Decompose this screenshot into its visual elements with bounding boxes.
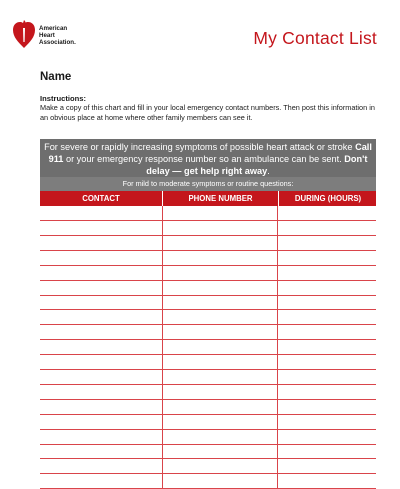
table-row-line <box>40 414 376 415</box>
emergency-banner <box>40 139 376 177</box>
logo-text <box>39 25 76 47</box>
logo-line-3: Association. <box>39 39 76 47</box>
table-row-line <box>40 458 376 459</box>
table-row-line <box>40 354 376 355</box>
column-header-contact: CONTACT <box>82 194 120 203</box>
instructions-heading: Instructions: <box>40 94 86 103</box>
table-row-line <box>40 384 376 385</box>
banner-text-2: or your emergency response number so an ambulance can be sent. <box>63 154 345 164</box>
logo-line-1: American <box>39 25 68 32</box>
table-row-line <box>40 265 376 266</box>
table-row-line <box>40 309 376 310</box>
table-row-line <box>40 339 376 340</box>
column-divider-2 <box>277 206 278 489</box>
logo-line-2: Heart <box>39 32 55 40</box>
table-row-line <box>40 250 376 251</box>
heart-torch-icon <box>12 19 36 49</box>
banner-dont-delay: Don't delay — get help right away <box>146 154 368 176</box>
table-row-line <box>40 399 376 400</box>
table-row-line <box>40 280 376 281</box>
table-row-line <box>40 369 376 370</box>
page-title: My Contact List <box>253 28 377 48</box>
banner-text-3: . <box>267 166 270 176</box>
banner-call-911: Call 911 <box>48 142 372 164</box>
banner-text-1: For severe or rapidly increasing symptoms of possible heart attack or stroke <box>44 142 356 152</box>
table-row-line <box>40 473 376 474</box>
mild-symptoms-bar: For mild to moderate symptoms or routine questions: <box>40 177 376 191</box>
table-row-line <box>40 324 376 325</box>
column-divider-1 <box>162 206 163 489</box>
column-header-phone-number: PHONE NUMBER <box>162 191 278 206</box>
column-header-during-hours: DURING (HOURS) <box>278 191 377 206</box>
table-row-line <box>40 295 376 296</box>
contact-table-header <box>40 191 376 206</box>
table-row-line <box>40 220 376 221</box>
table-row-line <box>40 444 376 445</box>
contact-table-grid <box>40 206 376 489</box>
table-row-line <box>40 235 376 236</box>
aha-logo <box>12 19 102 53</box>
table-row-line <box>40 429 376 430</box>
instructions-body: Make a copy of this chart and fill in your local emergency contact numbers. Then post this information in an obvious place at home where other family members can see it. <box>40 103 375 122</box>
name-label: Name <box>40 71 72 83</box>
